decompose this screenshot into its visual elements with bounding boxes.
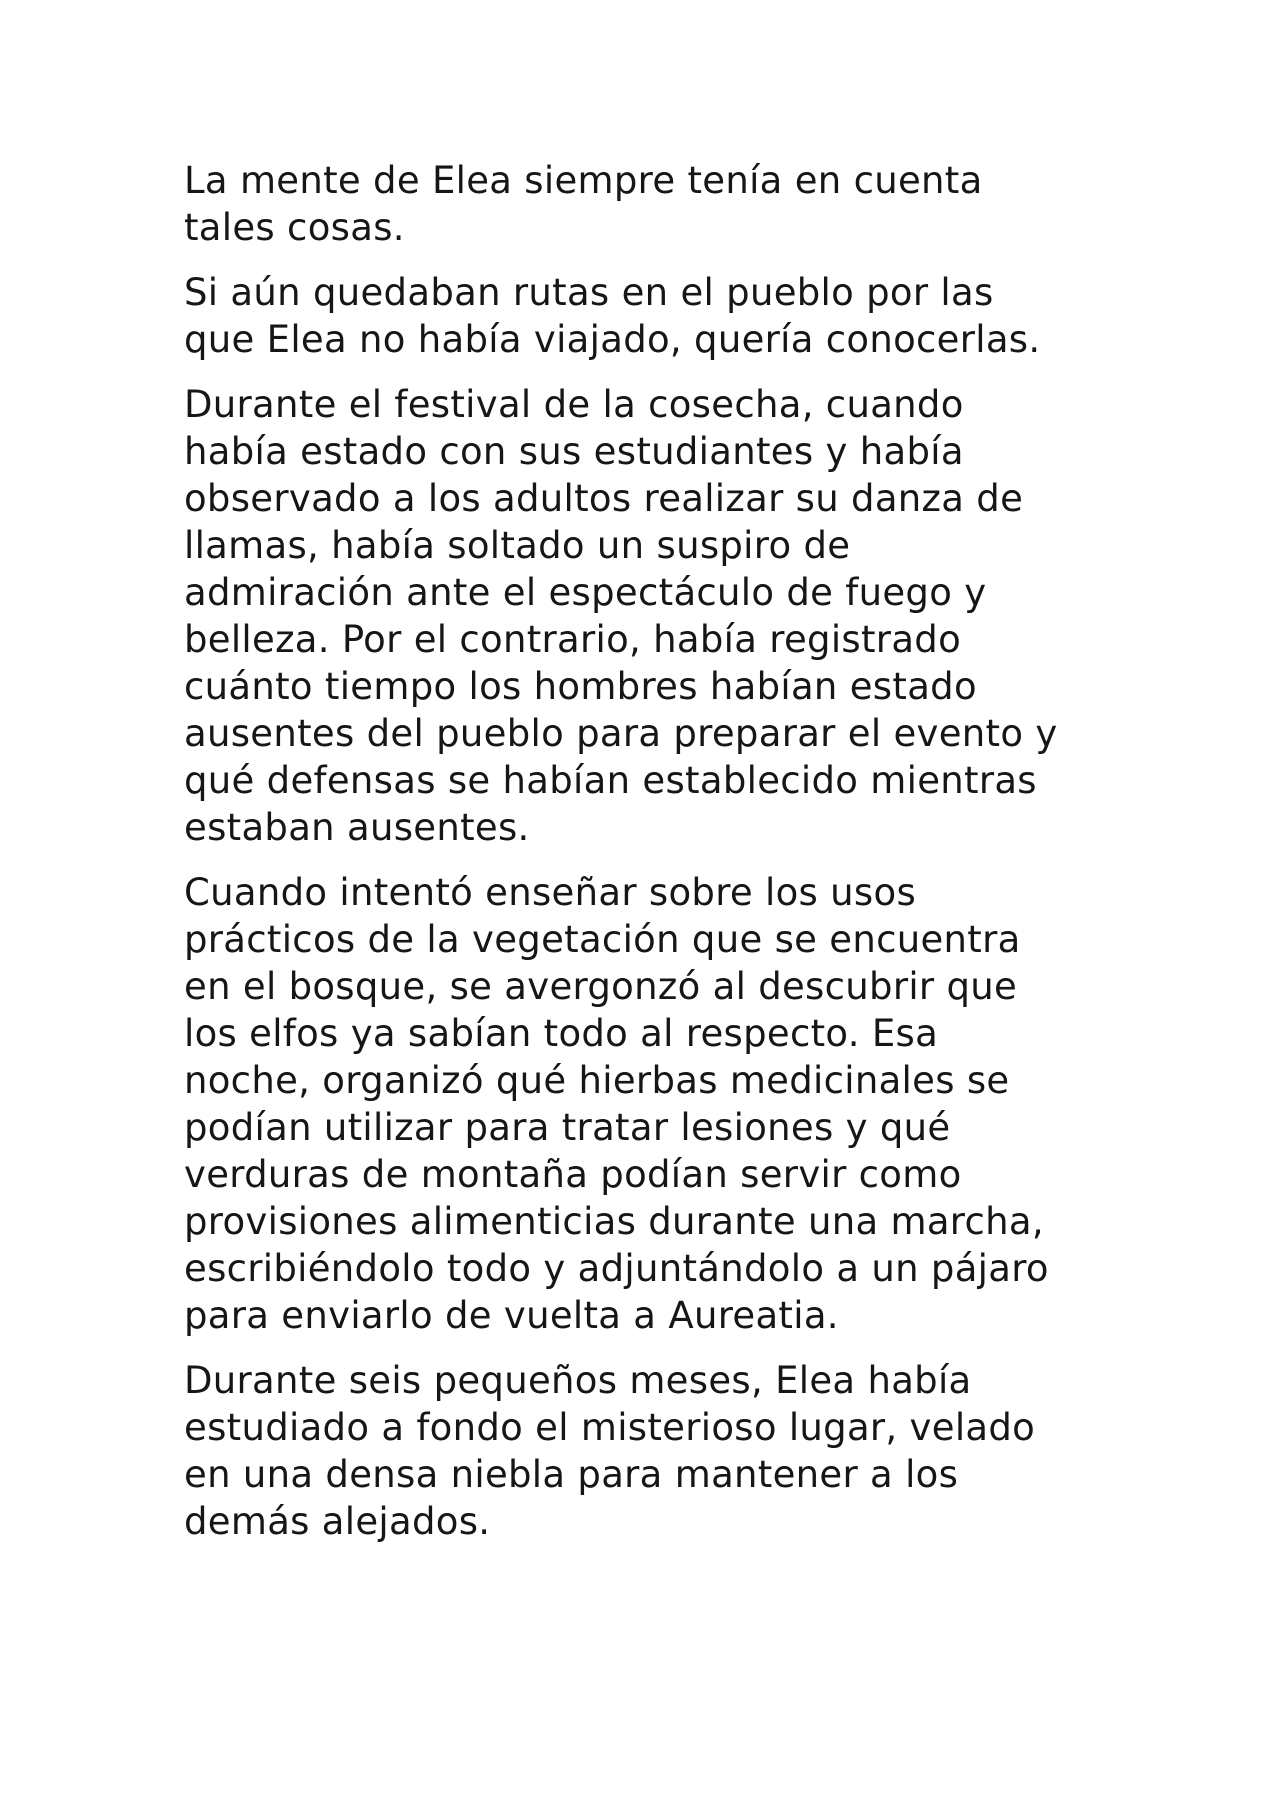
text-line: qué defensas se habían establecido mientras (184, 759, 1037, 802)
paragraph-2 (184, 269, 1184, 363)
body-text (184, 157, 1184, 1563)
text-line: La mente de Elea siempre tenía en cuenta (184, 159, 983, 202)
text-line: cuánto tiempo los hombres habían estado (184, 665, 977, 708)
text-line: había estado con sus estudiantes y había (184, 430, 964, 473)
text-line: los elfos ya sabían todo al respecto. Esa (184, 1012, 939, 1055)
text-line: que Elea no había viajado, quería conocerlas. (184, 318, 1041, 361)
paragraph-4 (184, 869, 1184, 1339)
text-line: noche, organizó qué hierbas medicinales se (184, 1059, 1010, 1102)
text-line: demás alejados. (184, 1500, 491, 1543)
text-line: escribiéndolo todo y adjuntándolo a un pájaro (184, 1247, 1049, 1290)
text-line: estaban ausentes. (184, 806, 530, 849)
text-line: para enviarlo de vuelta a Aureatia. (184, 1294, 839, 1337)
text-line: admiración ante el espectáculo de fuego y (184, 571, 987, 614)
text-line: Si aún quedaban rutas en el pueblo por las (184, 271, 994, 314)
text-line: podían utilizar para tratar lesiones y qué (184, 1106, 951, 1149)
text-line: observado a los adultos realizar su danza de (184, 477, 1024, 520)
text-line: Durante el festival de la cosecha, cuando (184, 383, 964, 426)
text-line: Durante seis pequeños meses, Elea había (184, 1359, 972, 1402)
text-line: belleza. Por el contrario, había registrado (184, 618, 962, 661)
paragraph-1 (184, 157, 1184, 251)
text-line: prácticos de la vegetación que se encuentra (184, 918, 1021, 961)
text-line: verduras de montaña podían servir como (184, 1153, 962, 1196)
text-line: en el bosque, se avergonzó al descubrir que (184, 965, 1018, 1008)
text-line: tales cosas. (184, 206, 405, 249)
text-line: ausentes del pueblo para preparar el evento y (184, 712, 1058, 755)
text-line: provisiones alimenticias durante una marcha, (184, 1200, 1044, 1243)
text-line: Cuando intentó enseñar sobre los usos (184, 871, 917, 914)
text-line: en una densa niebla para mantener a los (184, 1453, 959, 1496)
paragraph-5 (184, 1357, 1184, 1545)
text-line: llamas, había soltado un suspiro de (184, 524, 851, 567)
text-line: estudiado a fondo el misterioso lugar, velado (184, 1406, 1036, 1449)
paragraph-3 (184, 381, 1184, 851)
